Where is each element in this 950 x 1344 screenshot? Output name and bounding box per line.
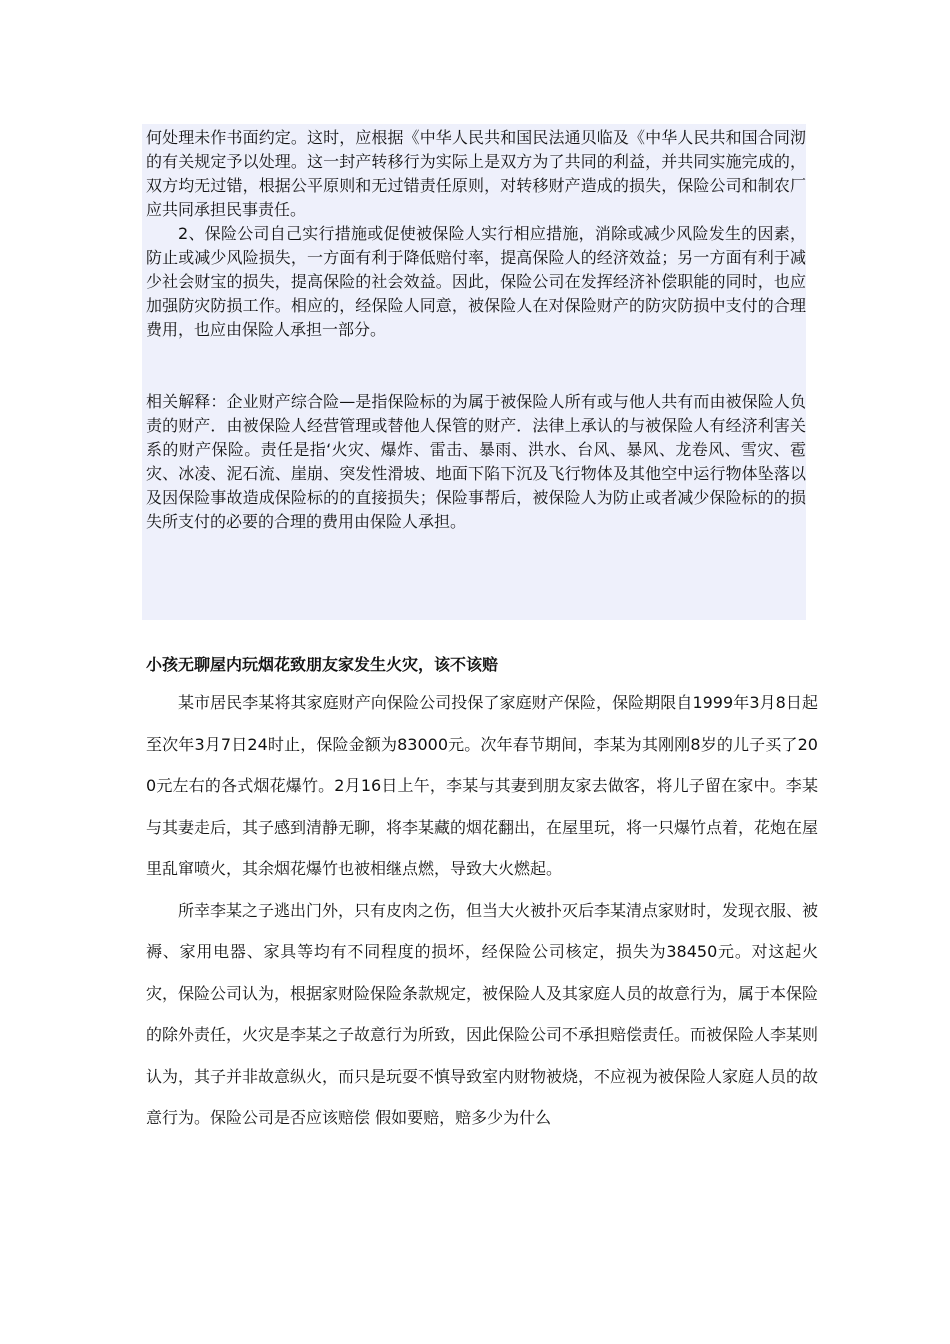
shaded-text-box xyxy=(142,124,806,620)
case-title: 小孩无聊屋内玩烟花致朋友家发生火灾，该不该赔 xyxy=(146,655,499,674)
shaded-paragraph-1: 何处理未作书面约定。这时，应根据《中华人民共和国民法通贝临及《中华人民共和国合同沏的有关规定予以处理。这一封产转移行为实际上是双方为了共同的利益，并共同实施完成的，双方均无过错，根据公平原则和无过错责任原则，对转移财产造成的损失，保险公司和制农厂应共同承担民事责任。 xyxy=(146,128,806,219)
case-paragraph-2: 所幸李某之子逃出门外，只有皮肉之伤，但当大火被扑灭后李某清点家财时，发现衣服、被褥、家用电器、家具等均有不同程度的损坏，经保险公司核定，损失为38450元。对这起火灾，保险公司认为，根据家财险保险条款规定，被保险人及其家庭人员的故意行为，属于本保险的除外责任，火灾是李某之子故意行为所致，因此保险公司不承担赔偿责任。而被保险人李某则认为，其子并非故意纵火，而只是玩耍不慎导致室内财物被烧，不应视为被保险人家庭人员的故意行为。保险公司是否应该赔偿 假如要赔，赔多少为什么 xyxy=(146,900,819,1127)
case-paragraph-1: 某市居民李某将其家庭财产向保险公司投保了家庭财产保险，保险期限自1999年3月8日起至次年3月7日24时止，保险金额为83000元。次年春节期间，李某为其刚刚8岁的儿子买了200元左右的各式烟花爆竹。2月16日上午，李某与其妻到朋友家去做客，将儿子留在家中。李某与其妻走后，其子感到清静无聊，将李某藏的烟花翻出，在屋里玩，将一只爆竹点着，花炮在屋里乱窜喷火，其余烟花爆竹也被相继点燃，导致大火燃起。 xyxy=(146,693,819,878)
shaded-paragraph-2: 2、保险公司自己实行措施或促使被保险人实行相应措施，消除或减少风险发生的因素，防止或减少风险损失，一方面有利于降低赔付率，提高保险人的经济效益；另一方面有利于减少社会财宝的损失，提高保险的社会效益。因此，保险公司在发挥经济补偿职能的同时，也应加强防灾防损工作。相应的，经保险人同意，被保险人在对保险财产的防灾防损中支付的合理费用，也应由保险人承担一部分。 xyxy=(146,224,806,339)
related-explanation-paragraph: 相关解释：企业财产综合险—是指保险标的为属于被保险人所有或与他人共有而由被保险人负责的财产．由被保险人经营管理或替他人保管的财产．法律上承认的与被保险人有经济利害关系的财产保险。责任是指‘火灾、爆炸、雷击、暴雨、洪水、台风、暴风、龙卷风、雪灾、雹灾、冰凌、泥石流、崖崩、突发性滑坡、地面下陷下沉及飞行物体及其他空中运行物体坠落以及因保险事故造成保险标的的直接损失；保险事帮后，被保险人为防止或者减少保险标的的损失所支付的必要的合理的费用由保险人承担。 xyxy=(146,392,806,531)
case-article xyxy=(146,648,818,1139)
